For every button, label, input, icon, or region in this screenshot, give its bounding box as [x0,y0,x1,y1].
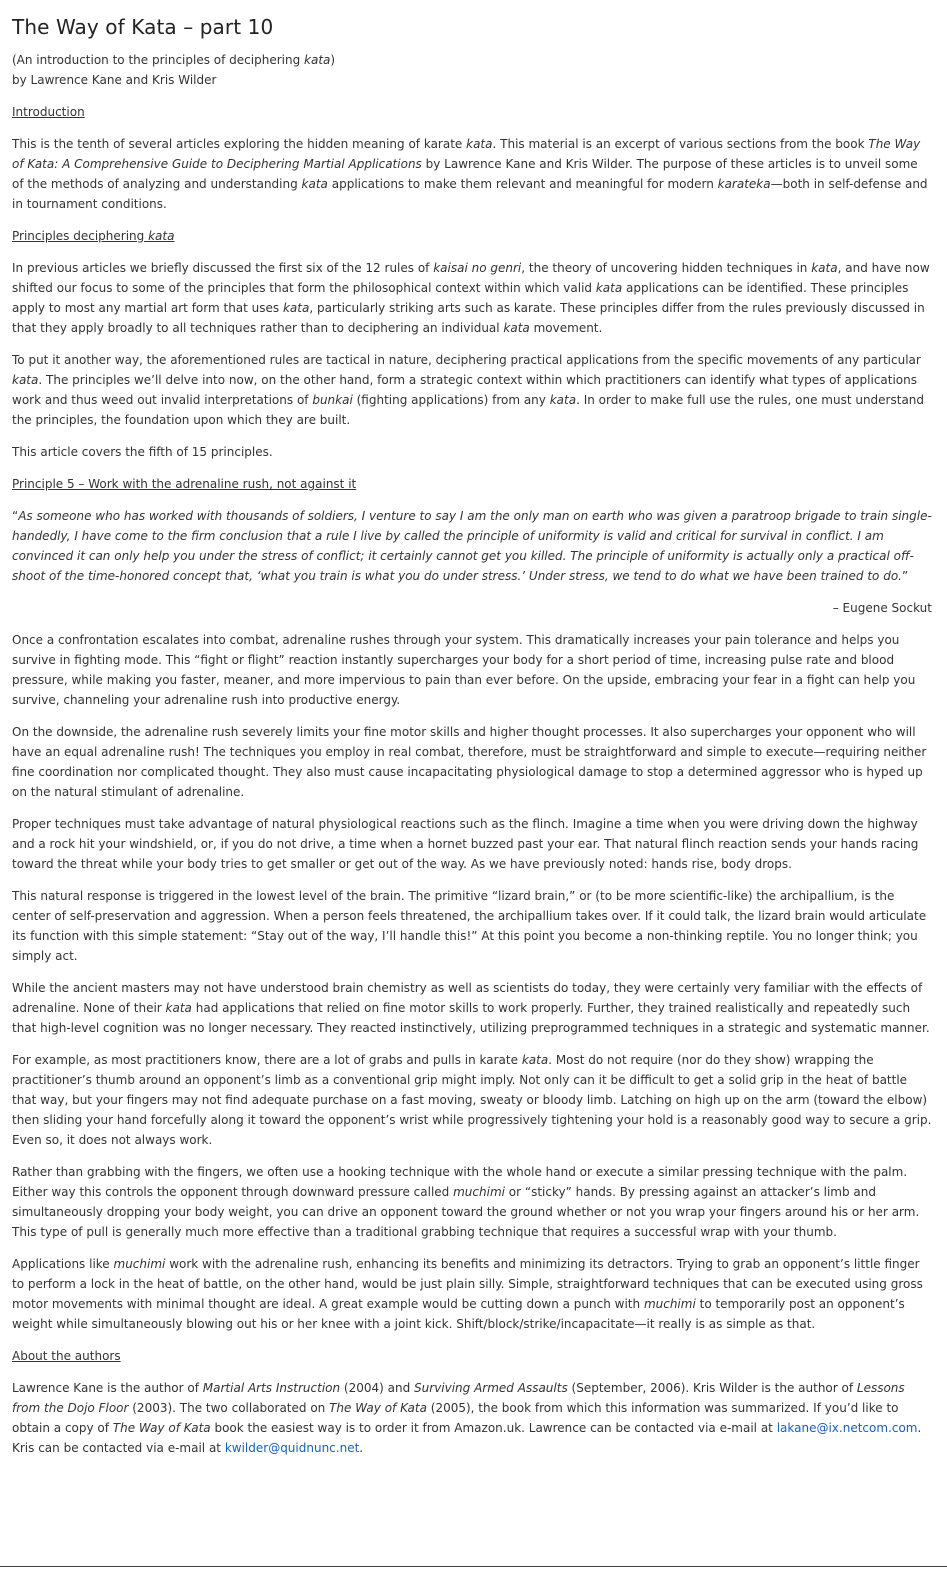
subtitle: (An introduction to the principles of deciphering kata) by Lawrence Kane and Kris Wilder [12,53,336,87]
quote-attribution: – Eugene Sockut [832,601,932,615]
heading-principles: Principles deciphering kata [12,229,175,243]
principles-paragraph-3: This article covers the fifth of 15 principles. [12,445,273,459]
about-paragraph: Lawrence Kane is the author of Martial Arts Instruction (2004) and Surviving Armed Assaults (September, 2006). Kris Wilder is the author of Lessons from the Dojo Floor (2003). The two collaborated on The Way of Kata (2005), the book from which this information was summarized. If you’d like to obtain a copy of The Way of Kata book the easiest way is to order it from Amazon.uk. Lawrence can be contacted via e-mail at lakane@ix.netcom.com. Kris can be contacted via e-mail at kwilder@quidnunc.net. [12,1381,922,1455]
body-paragraph-1: Once a confrontation escalates into combat, adrenaline rushes through your system. This dramatically increases your pain tolerance and helps you survive in fighting mode. This “fight or flight” reaction instantly supercharges your body for a short period of time, increasing pulse rate and blood pressure, while making you faster, meaner, and more impervious to pain than ever before. On the upside, embracing your fear in a fight can help you survive, channeling your adrenaline rush into productive energy. [12,633,916,707]
body-paragraph-5: While the ancient masters may not have understood brain chemistry as well as scientists do today, they were certainly very familiar with the effects of adrenaline. None of their kata had applications that relied on fine motor skills to work properly. Further, they trained realistically and repeatedly such that high-level cognition was no longer necessary. They reacted instinctively, utilizing preprogrammed techniques in a strategic and systematic manner. [12,981,930,1035]
body-paragraph-6: For example, as most practitioners know, there are a lot of grabs and pulls in karate kata. Most do not require (nor do they show) wrapping the practitioner’s thumb around an opponent’s limb as a conventional grip might imply. Not only can it be difficult to get a solid grip in the heat of battle that way, but your fingers may not find adequate purchase on a fast moving, sweaty or bloody limb. Latching on high up on the arm (toward the elbow) then sliding your hand forcefully along it toward the opponent’s wrist while progressively tightening your hold is a reasonably good way to secure a grip. Even so, it does not always work. [12,1053,932,1147]
article [12,0,932,1458]
principles-paragraph-1: In previous articles we briefly discussed the first six of the 12 rules of kaisai no genri, the theory of uncovering hidden techniques in kata, and have now shifted our focus to some of the principles that form the philosophical context within which valid kata applications can be identified. These principles apply to most any martial art form that uses kata, particularly striking arts such as karate. These principles differ from the rules previously discussed in that they apply broadly to all techniques rather than to deciphering an individual kata movement. [12,261,930,335]
body-paragraph-3: Proper techniques must take advantage of natural physiological reactions such as the flinch. Imagine a time when you were driving down the highway and a rock hit your windshield, or, if you do not drive, a time when a hornet buzzed past your ear. That natural flinch reaction sends your hands racing toward the threat while your body tries to get smaller or get out of the way. As we have previously noted: hands rise, body drops. [12,817,919,871]
page-title: The Way of Kata – part 10 [12,15,274,39]
body-paragraph-7: Rather than grabbing with the fingers, we often use a hooking technique with the whole hand or execute a similar pressing technique with the palm. Either way this controls the opponent through downward pressure called muchimi or “sticky” hands. By pressing against an attacker’s limb and simultaneously dropping your body weight, you can drive an opponent toward the ground whether or not you wrap your fingers around his or her arm. This type of pull is generally much more effective than a traditional grabbing technique that requires a successful wrap with your thumb. [12,1165,920,1239]
heading-principle-5: Principle 5 – Work with the adrenaline rush, not against it [12,477,357,491]
body-paragraph-4: This natural response is triggered in the lowest level of the brain. The primitive “lizard brain,” or (to be more scientific-like) the archipallium, is the center of self-preservation and aggression. When a person feels threatened, the archipallium takes over. If it could talk, the lizard brain would articulate its function with this simple statement: “Stay out of the way, I’ll handle this!” At this point you become a non-thinking reptile. You no longer think; you simply act. [12,889,927,963]
byline: by Lawrence Kane and Kris Wilder [12,73,217,87]
bottom-divider [0,1566,947,1567]
body-paragraph-8: Applications like muchimi work with the adrenaline rush, enhancing its benefits and minimizing its detractors. Trying to grab an opponent’s little finger to perform a lock in the heat of battle, on the other hand, would be just plain silly. Simple, straightforward techniques that can be executed using gross motor movements with minimal thought are ideal. A great example would be cutting down a punch with muchimi to temporarily post an opponent’s weight while simultaneously blowing out his or her knee with a joint kick. Shift/block/strike/incapacitate—it really is as simple as that. [12,1257,923,1331]
email-link-lakane[interactable]: lakane@ix.netcom.com [776,1421,918,1435]
principles-paragraph-2: To put it another way, the aforementioned rules are tactical in nature, deciphering practical applications from the specific movements of any particular kata. The principles we’ll delve into now, on the other hand, form a strategic context within which practitioners can identify what types of applications work and thus weed out invalid interpretations of bunkai (fighting applications) from any kata. In order to make full use the rules, one must understand the principles, the foundation upon which they are built. [12,353,925,427]
heading-introduction: Introduction [12,105,85,119]
heading-about-authors: About the authors [12,1349,121,1363]
body-paragraph-2: On the downside, the adrenaline rush severely limits your fine motor skills and higher thought processes. It also supercharges your opponent who will have an equal adrenaline rush! The techniques you employ in real combat, therefore, must be straightforward and simple to execute—requiring neither fine coordination nor complicated thought. They also must cause incapacitating physiological damage to stop a determined aggressor who is hyped up on the natural stimulant of adrenaline. [12,725,927,799]
email-link-kwilder[interactable]: kwilder@quidnunc.net [224,1441,360,1455]
quote: “As someone who has worked with thousands of soldiers, I venture to say I am the only man on earth who was given a paratroop brigade to train single-handedly, I have come to the firm conclusion that a rule I live by called the principle of uniformity is valid and critical for survival in conflict. I am convinced it can only help you under the stress of conflict; it certainly cannot get you killed. The principle of uniformity is actually only a practical off-shoot of the time-honored concept that, ‘what you train is what you do under stress.’ Under stress, we tend to do what we have been trained to do.” [12,509,932,583]
intro-paragraph: This is the tenth of several articles exploring the hidden meaning of karate kata. This material is an excerpt of various sections from the book The Way of Kata: A Comprehensive Guide to Deciphering Martial Applications by Lawrence Kane and Kris Wilder. The purpose of these articles is to unveil some of the methods of analyzing and understanding kata applications to make them relevant and meaningful for modern karateka—both in self-defense and in tournament conditions. [12,137,928,211]
